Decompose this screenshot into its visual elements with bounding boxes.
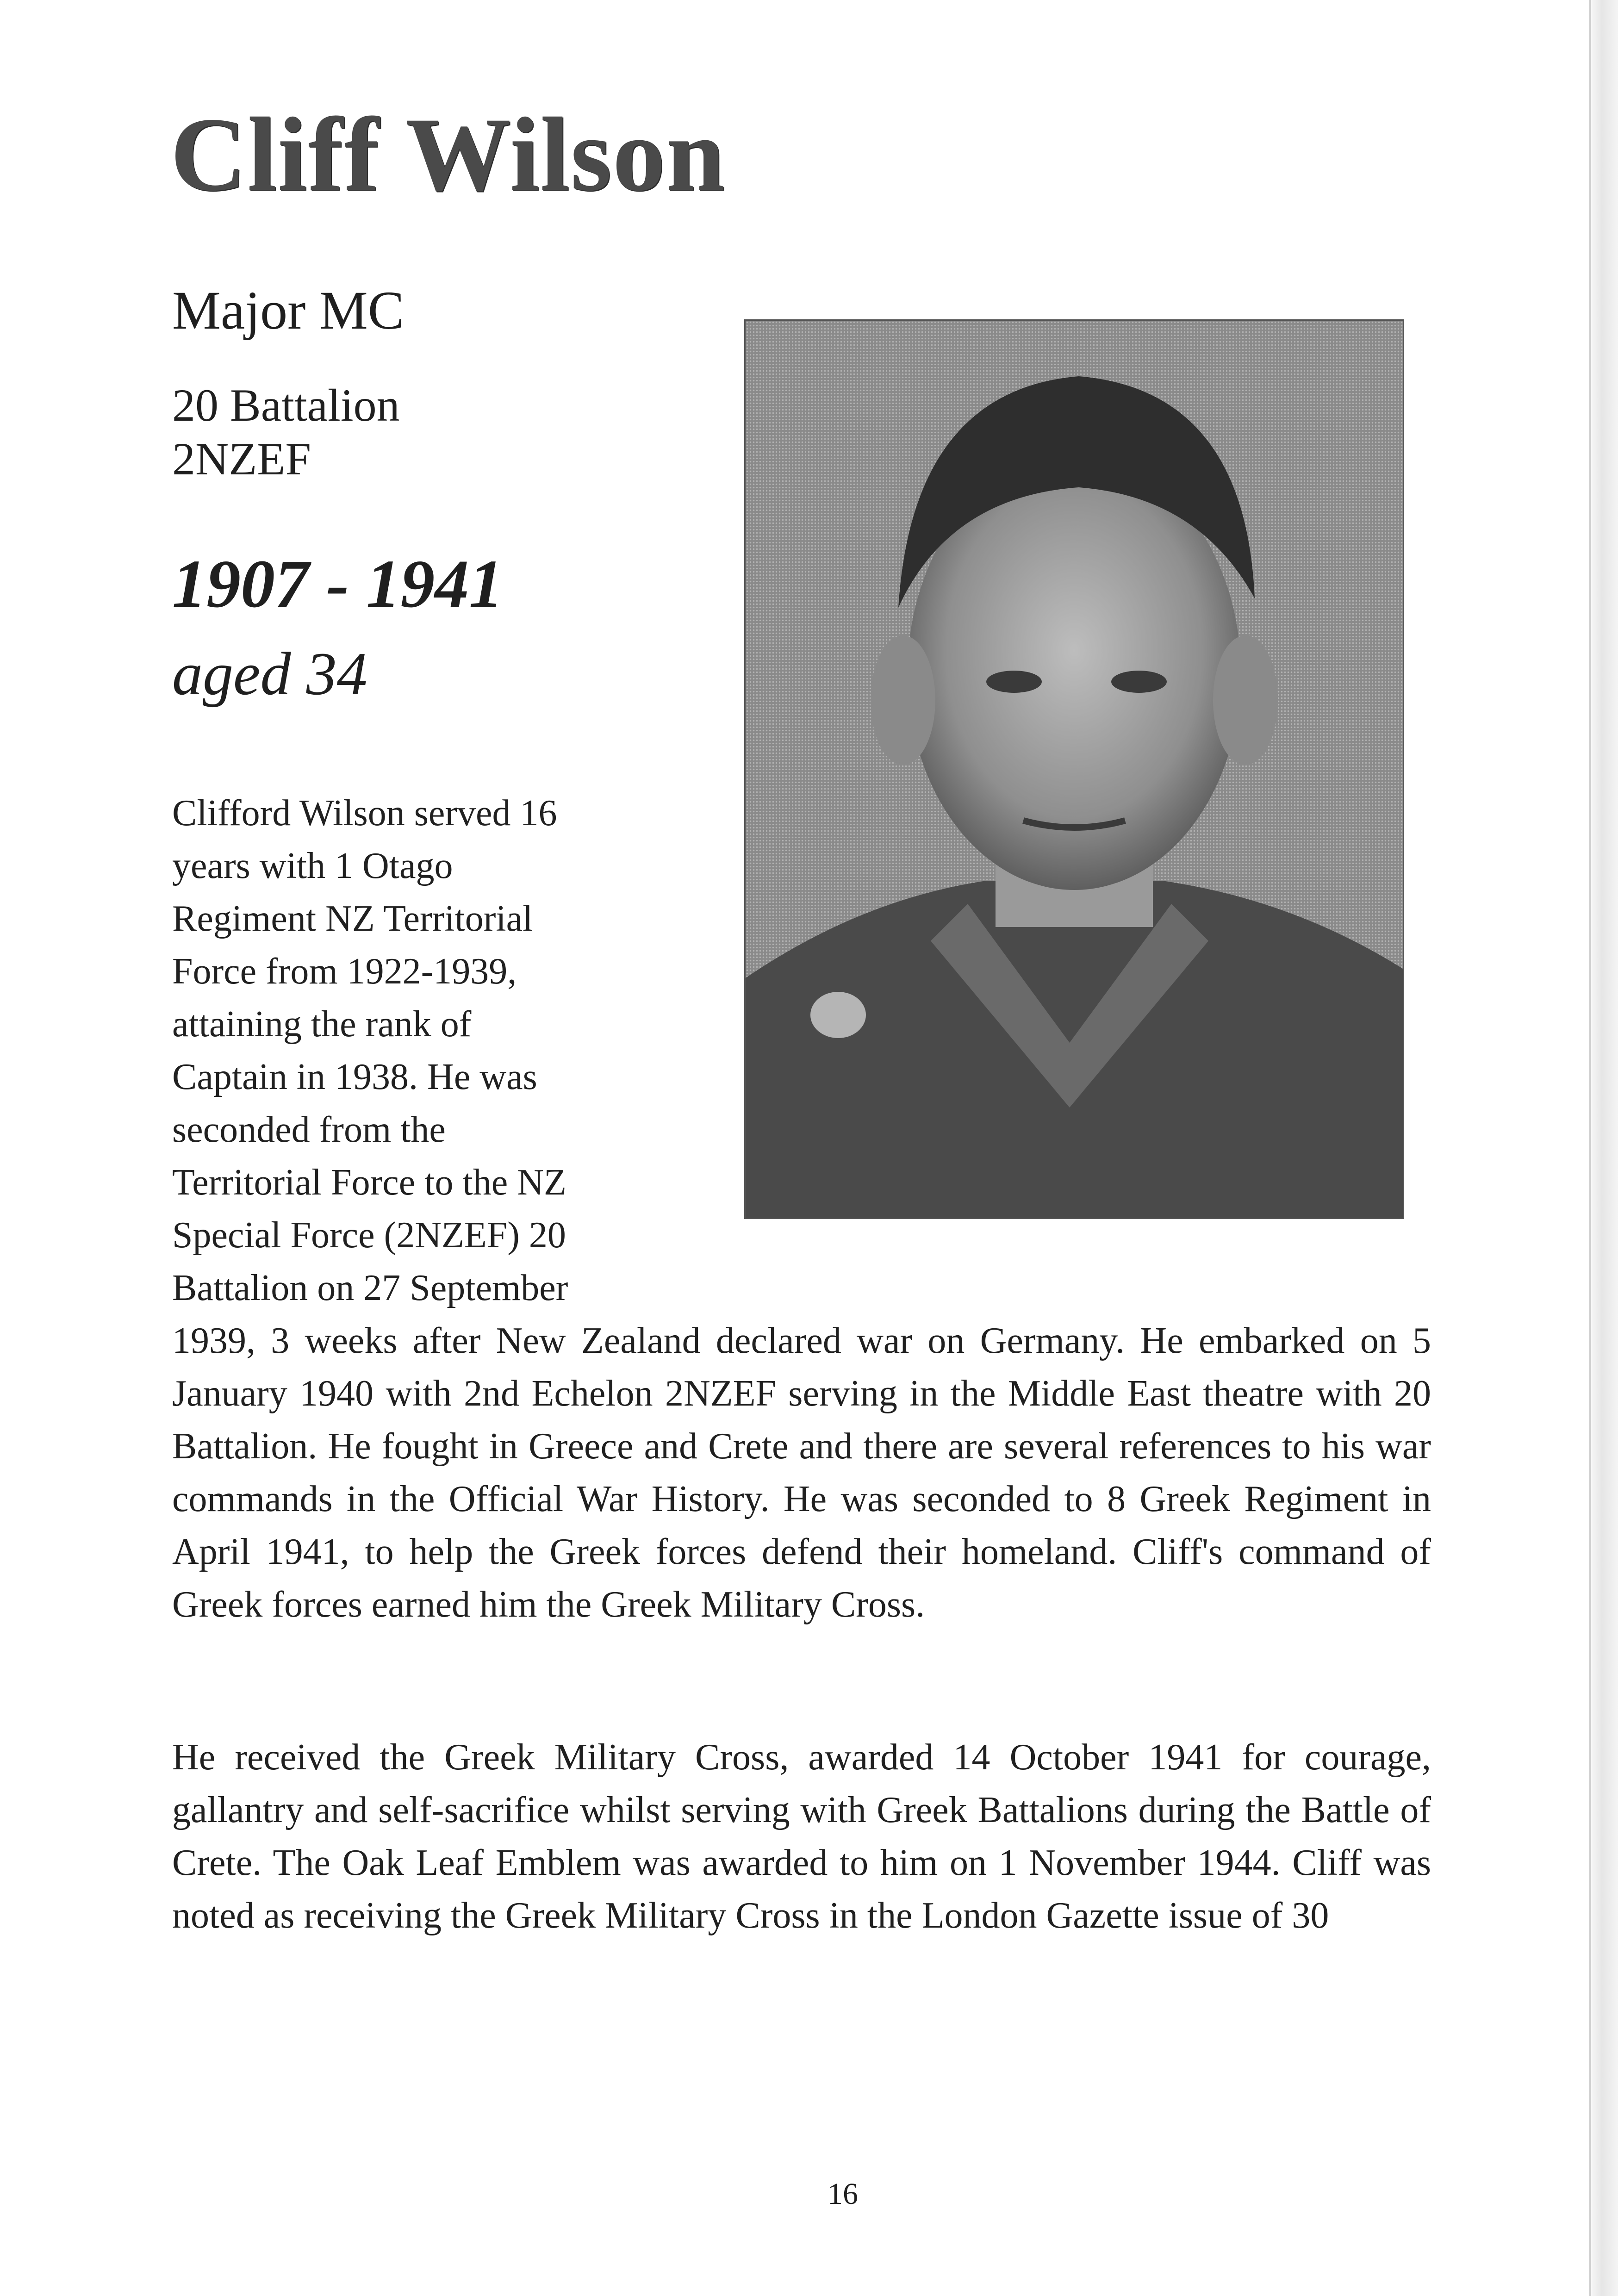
life-years: 1907 - 1941	[172, 546, 504, 622]
unit-block	[172, 379, 400, 486]
portrait-silhouette	[746, 321, 1403, 1218]
bio-line: attaining the rank of	[172, 1004, 472, 1045]
bio-line: Regiment NZ Territorial	[172, 898, 533, 939]
bio-line: years with 1 Otago	[172, 846, 453, 886]
bio-line: Battalion on 27 September	[172, 1268, 568, 1308]
bio-line: Territorial Force to the NZ	[172, 1162, 566, 1203]
person-name: Cliff Wilson	[170, 96, 726, 213]
portrait-photo	[744, 319, 1404, 1219]
right-ear-shape	[1213, 635, 1278, 765]
bio-line: Clifford Wilson served 16	[172, 793, 557, 834]
bio-line: Force from 1922-1939,	[172, 951, 517, 992]
unit-line-force: 2NZEF	[172, 433, 311, 485]
rank-title: Major MC	[172, 280, 404, 341]
collar-badge-shape	[810, 992, 866, 1038]
page-edge	[1589, 0, 1618, 2296]
bio-line: seconded from the	[172, 1109, 446, 1150]
unit-line-battalion: 20 Battalion	[172, 380, 400, 431]
right-eye-shape	[1111, 671, 1167, 693]
biography-continued-paragraph: 1939, 3 weeks after New Zealand declared war on Germany. He embarked on 5 January 1940 with 2nd Echelon 2NZEF serving in the Middle East theatre with 20 Battalion. He fought in Greece and Crete and there are several references to his war commands in the Official War History. He was seconded to 8 Greek Regiment in April 1941, to help the Greek forces defend their homeland. Cliff's command of Greek forces earned him the Greek Military Cross.	[172, 1320, 1431, 1625]
bio-line: Special Force (2NZEF) 20	[172, 1215, 566, 1256]
bio-line: Captain in 1938. He was	[172, 1057, 537, 1097]
military-cross-paragraph: He received the Greek Military Cross, awarded 14 October 1941 for courage, gallantry and self-sacrifice whilst serving with Greek Battalions during the Battle of Crete. The Oak Leaf Emblem was awarded to him on 1 November 1944. Cliff was noted as receiving the Greek Military Cross in the London Gazette issue of 30	[172, 1737, 1431, 1936]
biography-narrow-column	[172, 787, 718, 1314]
left-eye-shape	[986, 671, 1042, 693]
age-at-death: aged 34	[172, 640, 367, 708]
page-number: 16	[828, 2177, 858, 2211]
left-ear-shape	[871, 635, 935, 765]
